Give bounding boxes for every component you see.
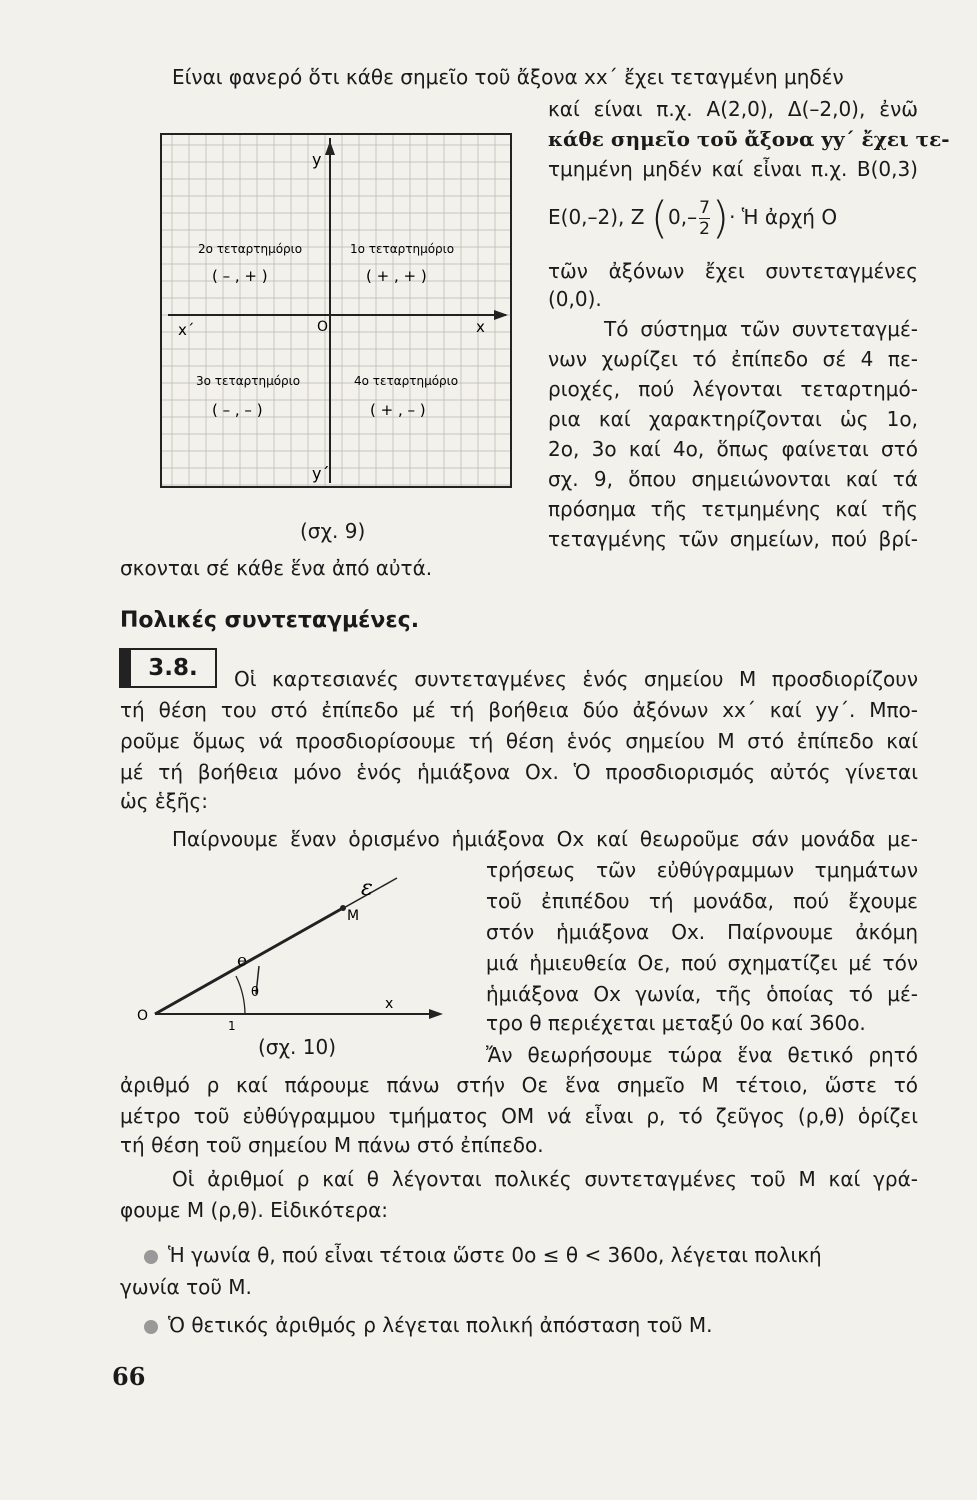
para1-line-3: ροῦμε ὅμως νά προσδιορίσουμε τή θέση ἑνός σημείου Μ στό ἐπίπεδο καί xyxy=(120,729,918,753)
grid-lines xyxy=(162,135,510,486)
bullet-dot-icon xyxy=(144,1250,158,1264)
label-y-prime: y΄ xyxy=(312,464,330,483)
label-q2-sign: ( – , + ) xyxy=(212,267,268,285)
y-arrow xyxy=(325,141,335,155)
bullet-1 xyxy=(144,1240,918,1270)
para3-line-1: Οἱ ἀριθμοί ρ καί θ λέγονται πολικές συντεταγμένες τοῦ Μ καί γρά- xyxy=(172,1167,918,1191)
rc-line-10: ρια καί χαρακτηρίζονται ὡς 1ο, xyxy=(548,407,918,431)
label-x: x xyxy=(476,318,485,336)
para2-right-6: τρο θ περιέχεται μεταξύ 0ο καί 360ο. xyxy=(486,1011,866,1035)
frac-num: 7 xyxy=(699,198,710,218)
label-q3-sign: ( – , – ) xyxy=(212,401,263,419)
para2-right-4: μιά ἡμιευθεία Οε, πού σχηματίζει μέ τόν xyxy=(486,951,918,975)
label-M: M xyxy=(347,908,360,924)
section-title: Πολικές συντεταγμένες. xyxy=(120,608,420,633)
rc-line-6: (0,0). xyxy=(548,287,602,311)
rc-line-7: Τό σύστημα τῶν συντεταγμέ- xyxy=(604,317,918,341)
rc-line-12: σχ. 9, ὅπου σημειώνονται καί τά xyxy=(548,467,918,491)
label-x-prime: x΄ xyxy=(178,321,195,339)
rc-line-5: τῶν ἀξόνων ἔχει συντεταγμένες xyxy=(548,259,918,283)
page-number: 66 xyxy=(112,1362,146,1391)
after-fig9-line: σκονται σέ κάθε ἕνα ἀπό αὐτά. xyxy=(120,556,433,580)
fig9-caption: (σχ. 9) xyxy=(300,519,366,543)
rc-line-3: τμημένη μηδέν καί εἶναι π.χ. Β(0,3) xyxy=(548,157,918,181)
para3-line-2: φουμε Μ (ρ,θ). Εἰδικότερα: xyxy=(120,1198,389,1222)
rc-line-11: 2ο, 3ο καί 4ο, ὅπως φαίνεται στό xyxy=(548,437,918,461)
x-arrow xyxy=(494,310,508,320)
label-e: e xyxy=(237,951,248,971)
label-q2: 2ο τεταρτημόριο xyxy=(198,242,303,256)
fig10-caption: (σχ. 10) xyxy=(258,1035,336,1059)
rc-line-8: νων χωρίζει τό ἐπίπεδο σέ 4 πε- xyxy=(548,347,918,371)
ox-arrow xyxy=(429,1009,443,1019)
para2-rest-1: ἀριθμό ρ καί πάρουμε πάνω στήν Οε ἕνα σημεῖο Μ τέτοιο, ὥστε τό xyxy=(120,1073,918,1097)
label-q1: 1ο τεταρτημόριο xyxy=(350,242,455,256)
label-q1-sign: ( + , + ) xyxy=(366,267,427,285)
label-theta: θ xyxy=(251,985,259,1000)
para2-rest-2: μέτρο τοῦ εὐθύγραμμου τμήματος ΟΜ νά εἶναι ρ, τό ζεῦγος (ρ,θ) ὁρίζει xyxy=(120,1104,918,1128)
label-q4-sign: ( + , – ) xyxy=(370,401,426,419)
rc-line-1: καί είναι π.χ. Α(2,0), Δ(–2,0), ἐνῶ xyxy=(548,97,918,121)
para1-line-4: μέ τή βοήθεια μόνο ἑνός ἡμιάξονα Οx. Ὁ προσδιορισμός αὐτός γίνεται xyxy=(120,760,918,784)
para2-right-7: Ἄν θεωρήσουμε τώρα ἕνα θετικό ρητό xyxy=(486,1043,918,1067)
para1-line-2: τή θέση του στό ἐπίπεδο μέ τή βοήθεια δύο ἀξόνων xx΄ καί yy΄. Μπο- xyxy=(120,698,918,722)
rc-line-9: ριοχές, πού λέγονται τεταρτημό- xyxy=(548,377,918,401)
figure-9-coordinate-system xyxy=(160,133,512,488)
label-y: y xyxy=(312,150,322,169)
z-inner: 0,– xyxy=(668,205,698,229)
para1-line-5: ὡς ἑξῆς: xyxy=(120,789,208,813)
bullet-dot-icon xyxy=(144,1320,158,1334)
label-x: x xyxy=(385,996,394,1012)
bullet-2 xyxy=(144,1310,713,1340)
rc-line-14: τεταγμένης τῶν σημείων, πού βρί- xyxy=(548,527,918,551)
bullet-1-text: Ἡ γωνία θ, πού εἶναι τέτοια ὥστε 0ο ≤ θ < 360ο, λέγεται πολική xyxy=(168,1243,822,1267)
label-1: 1 xyxy=(228,1019,236,1033)
fraction-7-2 xyxy=(699,198,710,239)
para2-right-3: στόν ἡμιάξονα Οx. Παίρνουμε ἀκόμη xyxy=(486,920,918,944)
para2-rest-3: τή θέση τοῦ σημείου Μ πάνω στό ἐπίπεδο. xyxy=(120,1133,544,1157)
frac-den: 2 xyxy=(699,219,710,239)
para2-right-2: τοῦ ἐπιπέδου τή μονάδα, πού ἔχουμε xyxy=(486,889,918,913)
para2-line-1: Παίρνουμε ἕναν ὁρισμένο ἡμιάξονα Οx καί θεωροῦμε σάν μονάδα με- xyxy=(172,827,918,851)
para1-line-1: Οἱ καρτεσιανές συντεταγμένες ἑνός σημείου Μ προσδιορίζουν xyxy=(234,667,918,691)
line1-text: Είναι φανερό ὅτι κάθε σημεῖο τοῦ ἄξονα xx΄ ἔχει τεταγμένη μηδέν xyxy=(172,65,844,89)
rc-line-2: κάθε σημεῖο τοῦ ἄξονα yy΄ ἔχει τε- xyxy=(548,127,950,151)
rc-line-13: πρόσημα τῆς τετμημένης καί τῆς xyxy=(548,497,918,521)
text-line-1 xyxy=(172,62,844,92)
theta-arc xyxy=(236,976,245,1014)
label-O: O xyxy=(137,1008,149,1024)
label-q4: 4ο τεταρτημόριο xyxy=(354,374,459,388)
para2-right-1: τρήσεως τῶν εὐθύγραμμων τμημάτων xyxy=(486,858,918,882)
bullet-1-cont: γωνία τοῦ Μ. xyxy=(120,1275,252,1299)
om-segment xyxy=(155,908,343,1014)
rc-line-4: Ε(0,–2), Ζ (0,– $\frac{7}{2}$ )· Ἡ ἀρχή Ο xyxy=(548,192,838,244)
label-origin: O xyxy=(317,319,329,335)
section-number: 3.8. xyxy=(148,655,198,681)
section-number-box xyxy=(119,648,217,688)
ez-text: Ε(0,–2), Ζ xyxy=(548,205,645,229)
point-M xyxy=(340,905,346,911)
label-q3: 3ο τεταρτημόριο xyxy=(196,374,301,388)
para2-right-5: ἡμιάξονα Οx γωνία, τῆς ὁποίας τό μέ- xyxy=(486,982,918,1006)
arxi-o-text: · Ἡ ἀρχή Ο xyxy=(729,205,838,229)
bullet-2-text: Ὁ θετικός ἀριθμός ρ λέγεται πολική ἀπόσταση τοῦ Μ. xyxy=(168,1313,713,1337)
label-epsilon: ε xyxy=(361,876,373,901)
